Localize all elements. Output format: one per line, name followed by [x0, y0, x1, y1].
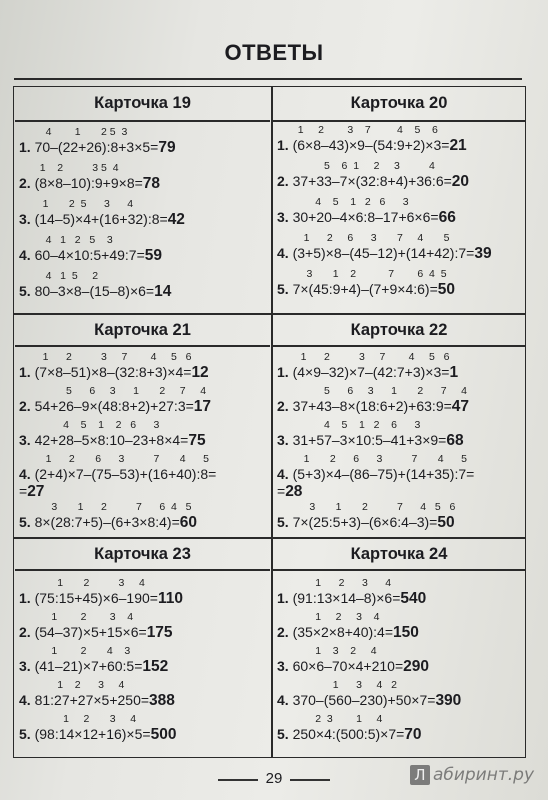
watermark	[410, 765, 534, 785]
expression: 7×(45:9+4)–(7+9×4:6)=	[292, 281, 438, 297]
answer-card	[15, 88, 270, 312]
expression-line	[277, 590, 426, 608]
item-number: 1.	[19, 590, 31, 606]
expression: (75:15+45)×6–190=	[34, 590, 158, 606]
answer-row	[277, 160, 523, 194]
expression-line	[19, 175, 160, 193]
expression: (4×9–32)×7–(42:7+3)×3=	[292, 364, 450, 380]
watermark-logo-icon: Л	[410, 765, 430, 785]
operation-order-marks: 1 2 5 3 4	[31, 198, 134, 210]
item-number: 4.	[19, 247, 31, 263]
answer-row	[19, 385, 268, 419]
item-number: 3.	[277, 658, 289, 674]
answer-row	[19, 577, 268, 611]
expression-line	[277, 692, 461, 710]
operation-order-marks: 4 1 5 2	[31, 270, 99, 282]
answer-value: 60	[179, 514, 197, 531]
answer-value: 78	[142, 175, 161, 192]
answer-row	[277, 713, 523, 747]
card-title: Карточка 23	[94, 545, 191, 563]
item-number: 1.	[19, 139, 31, 155]
page-number-dash	[290, 779, 330, 781]
answer-row	[277, 232, 523, 266]
expression: 37+43–8×(18:6+2)+63:9=	[292, 398, 452, 414]
answer-value: 175	[146, 624, 173, 641]
answer-value: 1	[449, 364, 459, 381]
answer-row	[277, 453, 523, 500]
answer-row	[19, 453, 268, 500]
answer-card	[273, 88, 525, 312]
answer-row	[19, 162, 268, 196]
answer-row	[277, 611, 523, 645]
item-number: 4.	[19, 692, 31, 708]
expression-line	[19, 466, 216, 500]
expression: 54+26–9×(48:8+2)+27:3=	[34, 398, 194, 414]
watermark-text: абиринт.ру	[432, 765, 534, 785]
operation-order-marks: 3 1 2 7 6 4 5	[289, 268, 447, 280]
page-title: ОТВЕТЫ	[224, 40, 324, 65]
answer-value: 290	[403, 658, 430, 675]
answer-row	[19, 679, 268, 713]
operation-order-marks: 1 2 3 7 4 5 6	[31, 351, 192, 363]
item-number: 4.	[277, 245, 289, 261]
expression: (5+3)×4–(86–75)+(14+35):7=	[292, 466, 475, 482]
card-title-divider	[273, 569, 525, 571]
expression-line	[277, 658, 429, 676]
card-title: Карточка 24	[350, 545, 448, 563]
answer-row	[19, 351, 268, 385]
card-title: Карточка 21	[94, 321, 191, 339]
item-number: 5.	[277, 726, 289, 742]
expression: (54–37)×5+15×6=	[34, 624, 147, 640]
operation-order-marks: 1 2 3 5 4	[31, 162, 119, 174]
expression: 70–(22+26):8+3×5=	[34, 139, 159, 155]
expression: 42+28–5×8:10–23+8×4=	[34, 432, 189, 448]
operation-order-marks: 1 2 3 7 4 5 6	[289, 351, 450, 363]
expression: 81:27+27×5+250=	[34, 692, 150, 708]
answer-row	[19, 270, 268, 304]
expression: (7×8–51)×8–(32:8+3)×4=	[34, 364, 192, 380]
operation-order-marks: 1 2 3 4	[31, 713, 137, 725]
operation-order-marks: 1 2 3 4	[31, 679, 125, 691]
operation-order-marks: 4 5 1 2 6 3	[289, 196, 409, 208]
operation-order-marks: 1 3 2 4	[289, 645, 377, 657]
operation-order-marks: 1 2 6 3 7 4 5	[289, 453, 467, 465]
expression: 37+33–7×(32:8+4)+36:6=	[292, 173, 452, 189]
expression: (14–5)×4+(16+32):8=	[34, 211, 168, 227]
answer-value: 79	[158, 139, 176, 156]
expression-line	[19, 590, 183, 608]
answer-value: 17	[193, 398, 212, 415]
answer-value: 110	[157, 590, 183, 607]
expression-line	[277, 281, 455, 299]
item-number: 3.	[19, 432, 31, 448]
expression-line	[277, 432, 464, 450]
card-title-divider	[273, 120, 525, 122]
item-number: 3.	[277, 432, 289, 448]
item-number: 3.	[277, 209, 289, 225]
operation-order-marks: 3 1 2 7 4 5 6	[289, 501, 456, 513]
answer-value: 390	[435, 692, 462, 709]
answer-row	[19, 198, 268, 232]
answer-value: 150	[393, 624, 419, 641]
expression: (98:14×12+16)×5=	[34, 726, 151, 742]
expression-line	[19, 514, 197, 532]
answer-value: 50	[437, 514, 455, 531]
item-number: 2.	[277, 624, 289, 640]
card-title: Карточка 19	[94, 94, 191, 112]
expression-line	[277, 514, 455, 532]
operation-order-marks: 1 2 3 7 4 5 6	[289, 124, 438, 136]
answer-card	[15, 539, 270, 757]
item-number: 4.	[277, 466, 289, 482]
card-title: Карточка 20	[350, 94, 448, 112]
item-number: 3.	[19, 211, 31, 227]
operation-order-marks: 4 5 1 2 6 3	[289, 419, 421, 431]
answer-value: 70	[404, 726, 422, 743]
answer-card	[273, 315, 525, 536]
expression-line	[277, 137, 467, 155]
answer-value: 75	[188, 432, 206, 449]
item-number: 5.	[19, 283, 31, 299]
answer-value: 66	[438, 209, 456, 226]
operation-order-marks: 5 6 1 2 3 4	[289, 160, 435, 172]
card-title-divider	[15, 120, 270, 122]
operation-order-marks: 1 2 6 3 7 4 5	[289, 232, 450, 244]
expression: (91:13×14–8)×6=	[292, 590, 401, 606]
expression: 250×4:(500:5)×7=	[292, 726, 405, 742]
answer-row	[277, 501, 523, 535]
item-number: 1.	[277, 137, 289, 153]
answer-value: 39	[474, 245, 492, 262]
expression-line	[277, 398, 469, 416]
item-number: 2.	[19, 175, 31, 191]
expression-line	[277, 364, 458, 382]
operation-order-marks: 5 6 3 1 2 7 4	[31, 385, 207, 397]
answer-row	[277, 679, 523, 713]
expression-line	[277, 173, 469, 191]
item-number: 5.	[277, 514, 289, 530]
item-number: 3.	[19, 658, 31, 674]
item-number: 1.	[277, 364, 289, 380]
answer-card	[273, 539, 525, 757]
expression: 80–3×8–(15–8)×6=	[34, 283, 155, 299]
expression: (35×2×8+40):4=	[292, 624, 393, 640]
expression-line	[19, 211, 185, 229]
answer-value: 47	[451, 398, 470, 415]
card-title-divider	[15, 345, 270, 347]
expression: (8×8–10):9+9×8=	[34, 175, 143, 191]
operation-order-marks: 5 6 3 1 2 7 4	[289, 385, 467, 397]
answer-value: 50	[437, 281, 455, 298]
answer-value: 21	[449, 137, 467, 154]
expression-line	[277, 726, 422, 744]
page-number: 29	[265, 770, 283, 787]
answer-value: 14	[154, 283, 172, 300]
item-number: 2.	[277, 173, 289, 189]
expression-continuation: =	[19, 483, 28, 499]
answer-row	[19, 645, 268, 679]
expression-line	[277, 245, 492, 263]
operation-order-marks: 4 5 1 2 6 3	[31, 419, 160, 431]
operation-order-marks: 3 1 2 7 6 4 5	[31, 501, 192, 513]
expression-line	[19, 432, 206, 450]
card-title: Карточка 22	[350, 321, 448, 339]
answer-row	[19, 611, 268, 645]
operation-order-marks: 1 3 4 2	[289, 679, 397, 691]
operation-order-marks: 2 3 1 4	[289, 713, 383, 725]
answer-value: 68	[446, 432, 464, 449]
answer-value: 500	[150, 726, 177, 743]
answer-row	[277, 645, 523, 679]
item-number: 2.	[19, 398, 31, 414]
answer-row	[19, 126, 268, 160]
card-title-divider	[15, 569, 270, 571]
expression-line	[19, 364, 209, 382]
answer-row	[277, 385, 523, 419]
answer-row	[277, 124, 523, 158]
expression: (6×8–43)×9–(54:9+2)×3=	[292, 137, 450, 153]
answer-row	[277, 419, 523, 453]
expression: (2+4)×7–(75–53)+(16+40):8=	[34, 466, 217, 482]
answer-row	[19, 234, 268, 268]
expression: 60–4×10:5+49:7=	[34, 247, 145, 263]
expression-line	[19, 726, 176, 744]
answer-value: 20	[451, 173, 470, 190]
expression: 30+20–4×6:8–17+6×6=	[292, 209, 439, 225]
answer-value: 540	[400, 590, 427, 607]
answer-value: 42	[167, 211, 185, 228]
expression: 60×6–70×4+210=	[292, 658, 404, 674]
operation-order-marks: 1 2 6 3 7 4 5	[31, 453, 209, 465]
answer-row	[277, 577, 523, 611]
expression-line	[19, 624, 173, 642]
expression: 7×(25:5+3)–(6×6:4–3)=	[292, 514, 438, 530]
item-number: 2.	[277, 398, 289, 414]
title-divider	[14, 78, 522, 80]
expression-line	[19, 692, 175, 710]
operation-order-marks: 1 2 4 3	[31, 645, 131, 657]
expression: 8×(28:7+5)–(6+3×8:4)=	[34, 514, 180, 530]
answer-row	[277, 351, 523, 385]
operation-order-marks: 4 1 2 5 3	[31, 234, 113, 246]
expression-line	[277, 209, 456, 227]
expression: (41–21)×7+60:5=	[34, 658, 143, 674]
expression-line	[19, 658, 168, 676]
item-number: 5.	[19, 514, 31, 530]
answer-row	[19, 501, 268, 535]
expression: 370–(560–230)+50×7=	[292, 692, 436, 708]
item-number: 4.	[277, 692, 289, 708]
item-number: 5.	[277, 281, 289, 297]
answer-value: 28	[285, 483, 303, 500]
answer-value: 59	[144, 247, 162, 264]
answer-row	[19, 713, 268, 747]
expression-line	[19, 139, 176, 157]
operation-order-marks: 1 2 3 4	[31, 577, 145, 589]
item-number: 2.	[19, 624, 31, 640]
expression-line	[277, 466, 474, 500]
expression: 31+57–3×10:5–41+3×9=	[292, 432, 447, 448]
answer-value: 27	[27, 483, 45, 500]
operation-order-marks: 4 1 2 5 3	[31, 126, 128, 138]
item-number: 4.	[19, 466, 31, 482]
card-title-divider	[273, 345, 525, 347]
answer-value: 12	[191, 364, 209, 381]
expression-line	[19, 247, 162, 265]
operation-order-marks: 1 2 3 4	[289, 577, 392, 589]
item-number: 1.	[277, 590, 289, 606]
item-number: 1.	[19, 364, 31, 380]
expression-line	[19, 283, 171, 301]
expression-line	[277, 624, 419, 642]
answer-row	[19, 419, 268, 453]
operation-order-marks: 1 2 3 4	[289, 611, 380, 623]
answer-value: 388	[149, 692, 175, 709]
expression-continuation: =	[277, 483, 286, 499]
expression: (3+5)×8–(45–12)+(14+42):7=	[292, 245, 475, 261]
answer-row	[277, 196, 523, 230]
item-number: 5.	[19, 726, 31, 742]
expression-line	[19, 398, 211, 416]
answer-row	[277, 268, 523, 302]
answer-card	[15, 315, 270, 536]
operation-order-marks: 1 2 3 4	[31, 611, 134, 623]
answer-value: 152	[142, 658, 169, 675]
